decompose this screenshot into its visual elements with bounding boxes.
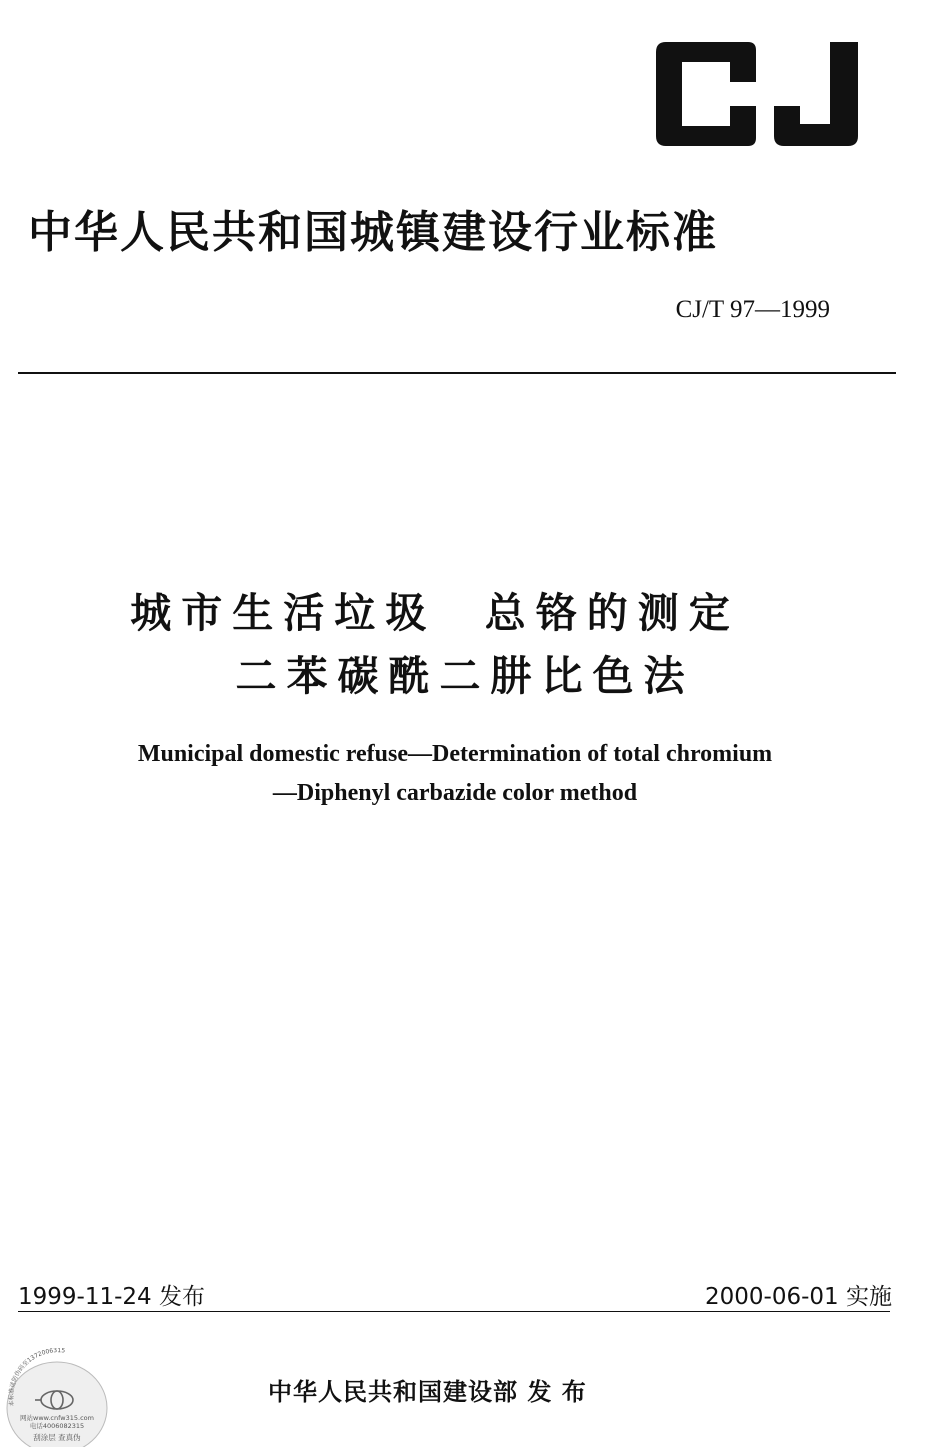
issue-date: 1999-11-24 发布 (18, 1284, 205, 1310)
implementation-date: 2000-06-01 实施 (705, 1284, 892, 1310)
cj-logo-letter-c (656, 42, 756, 146)
cj-logo-text: CJ (652, 42, 653, 43)
cj-logo (652, 42, 858, 146)
footer-divider (18, 1311, 890, 1312)
header-divider (18, 372, 896, 374)
seal-scratch-label: 刮涂层 查真伪 (33, 1433, 81, 1442)
standard-code: CJ/T 97—1999 (675, 296, 830, 323)
seal-arc-text: 本标准送防伪码至1372006315 (8, 1348, 66, 1407)
seal-website: 网站www.cnfw315.com (20, 1414, 94, 1422)
seal-phone: 电话4006082315 (29, 1422, 85, 1430)
publisher: 中华人民共和国建设部 发 布 (268, 1378, 587, 1406)
chinese-title-line-1: 城市生活垃圾 总铬的测定 (130, 589, 740, 637)
english-title-line-1: Municipal domestic refuse—Determination of total chromium (137, 741, 773, 767)
chinese-title-line-2: 二苯碳酰二肼比色法 (235, 652, 695, 700)
english-title-line-2: —Diphenyl carbazide color method (272, 780, 638, 806)
standard-category-heading: 中华人民共和国城镇建设行业标准 (28, 207, 718, 258)
anti-counterfeit-seal (2, 1348, 110, 1447)
cj-logo-letter-j (774, 42, 858, 146)
